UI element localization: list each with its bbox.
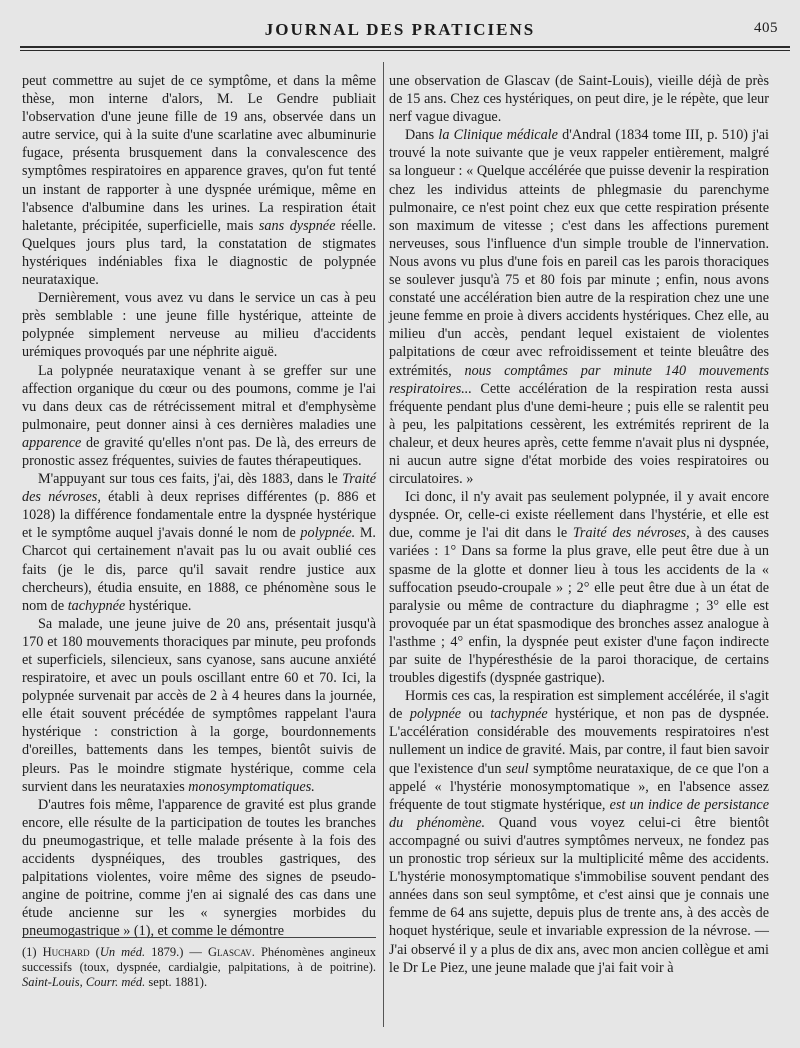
column-divider <box>383 62 384 1027</box>
right-column <box>389 72 769 977</box>
paragraph: Sa malade, une jeune juive de 20 ans, présentait jusqu'à 170 et 180 mouvements thoraciques par minute, peu profonds et superficiels, silencieux, sans cyanose, sans aucune anxiété respiratoire, et avec un pouls oscillant entre 60 et 70. Ici, la polypnée survenait par accès de 2 à 4 heures dans la journée, elle était souvent précédée de symptômes rappelant l'aura hystérique : constriction à la gorge, bourdonnements d'oreilles, battements dans les tempes, bientôt suivis de pleurs. Pas le moindre stigmate hystérique, comme cela survient dans les neurataxies monosymptomatiques. <box>22 615 376 795</box>
footnote: (1) Huchard (Un méd. 1879.) — Glascav. Phénomènes angineux successifs (toux, dyspnée, cardialgie, palpitations, à de poitrine). Saint-Louis, Courr. méd. sept. 1881). <box>22 945 376 989</box>
paragraph: Hormis ces cas, la respiration est simplement accélérée, il s'agit de polypnée ou tachypnée hystérique, et non pas de dyspnée. L'accélération considérable des mouvements respiratoires n'est nullement un indice de gravité. Mais, par contre, il faut bien savoir que l'existence d'un seul symptôme neurataxique, de ce que l'on a appelé « l'hystérie monosymptomatique », en l'absence assez fréquente de tout stigmate hystérique, est un indice de persistance du phénomène. Quand vous voyez celui-ci être bientôt accompagné ou suivi d'autres symptômes nerveux, ne fondez pas un pronostic trop sérieux sur la multiplicité même des accidents. L'hystérie monosymptomatique s'immobilise souvent pendant des années dans son seul symptôme, et c'est ainsi que je connais une femme de 64 ans sujette, depuis plus de trente ans, à des accès de hoquet hystérique, seule et invariable expression de la névrose. — J'ai observé il y a plus de dix ans, avec mon ancien collègue et ami le Dr Le Piez, une jeune malade que j'ai fait voir à <box>389 688 770 976</box>
paragraph: Ici donc, il n'y avait pas seulement polypnée, il y avait encore dyspnée. Or, celle-ci existe réellement dans l'hystérie, et elle est due, comme je l'ai dit dans le Traité des névroses, à des causes variées : 1° Dans sa forme la plus grave, elle peut être due à un spasme de la glotte et donner lieu à tous les accidents de la « suffocation pseudo-croupale » ; 2° elle peut être due à un état de paralysie ou même de contracture du diaphragme ; 3° elle est provoquée par un état spasmodique des bronches assez analogue à l'asthme ; 4° enfin, la dyspnée peut exister d'une façon indirecte par suite de l'hypéresthésie de la paroi thoracique, de certains troubles digestifs (dyspnée gastrique). <box>389 489 769 687</box>
header-rule <box>20 46 790 48</box>
paragraph: une observation de Glascav (de Saint-Louis), vieille déjà de près de 15 ans. Chez ces hystériques, on peut dire, je le répète, que leur nerf vague divague. <box>389 73 769 126</box>
header-rule-thin <box>20 50 790 51</box>
page-number: 405 <box>754 20 778 36</box>
running-header-title: JOURNAL DES PRATICIENS <box>264 20 536 39</box>
paragraph: Dans la Clinique médicale d'Andral (1834 tome III, p. 510) j'ai trouvé la note suivante que je veux rappeler entièrement, malgré sa longueur : « Quelque accélérée que puisse devenir la respiration chez les individus atteints de phlegmasie du parenchyme pulmonaire, ce n'est point chez eux que cette respiration présente son maximum de vitesse ; c'est dans les affections purement nerveuses, sous l'influence d'un simple trouble de l'innervation. Nous avons vu plus d'une fois en pareil cas les parois thoraciques se soulever jusqu'à 75 et 80 fois par minute ; enfin, nous avons constaté une accélération bien autre de la respiration chez une une jeune femme en proie à divers accidents hystériques. Chez elle, au milieu d'un accès, pendant lequel existaient de violentes palpitations de cœur avec refroidissement et teinte bleuâtre des extrémités, nous comptâmes par minute 140 mouvements respiratoires... Cette accélération de la respiration resta aussi fréquente pendant plus d'une demi-heure ; puis elle se ralentit peu à peu, les palpitations cessèrent, les extrémités reprirent de la chaleur, et deux heures après, cette femme n'avait plus ni dyspnée, ni aucun autre signe d'état morbide des voies respiratoires ou circulatoires. » <box>389 127 770 488</box>
paragraph: D'autres fois même, l'apparence de gravité est plus grande encore, elle résulte de la participation de toutes les branches du pneumogastrique, et telle malade présente à la fois des accidents dyspnéiques, des troubles gastriques, des palpitations violentes, voire même des signes de pseudo-angine de poitrine, comme j'en ai signalé des cas dans une étude ancienne sur les « synergies morbides du pneumogastrique » (1), et comme le démontre <box>22 796 376 940</box>
paragraph: La polypnée neurataxique venant à se greffer sur une affection organique du cœur ou des poumons, comme je l'ai vu dans deux cas de rétrécissement mitral et d'emphysème pulmonaire, peut donner ainsi à ces dernières maladies une apparence de gravité qu'elles n'ont pas. De là, des erreurs de pronostic assez fréquentes, suivies de fautes thérapeutiques. <box>22 362 376 469</box>
left-column <box>22 72 376 941</box>
paragraph: Dernièrement, vous avez vu dans le service un cas à peu près semblable : une jeune fille hystérique, atteinte de polypnée simplement nerveuse au milieu d'accidents urémiques provoqués par une néphrite aiguë. <box>22 290 376 361</box>
paragraph: M'appuyant sur tous ces faits, j'ai, dès 1883, dans le Traité des névroses, établi à deux reprises différentes (p. 886 et 1028) la différence fondamentale entre la dyspnée hystérique et le symptôme auquel j'avais donné le nom de polypnée. M. Charcot qui certainement n'avait pas lu ou avait oublié ces faits (je le dis, parce qu'il savait rendre justice aux chercheurs), étudia ensuite, en 1888, ce phénomène sous le nom de tachypnée hystérique. <box>22 471 377 614</box>
paragraph: peut commettre au sujet de ce symptôme, et dans la même thèse, mon interne d'alors, M. Le Gendre publiait l'observation d'une jeune fille de 19 ans, observée dans un autre service, qui à la suite d'une scarlatine avec albuminurie fugace, présenta brusquement dans la convalescence des symptômes respiratoires en apparence graves, qu'on fut tenté un instant de rapporter à une dyspnée urémique, même en l'absence d'albumine dans les urines. La respiration était haletante, précipitée, superficielle, mais sans dyspnée réelle. Quelques jours plus tard, la constatation de stigmates hystériques indéniables fixa le diagnostic de polypnée neurataxique. <box>22 73 376 289</box>
footnote-rule <box>22 937 376 938</box>
